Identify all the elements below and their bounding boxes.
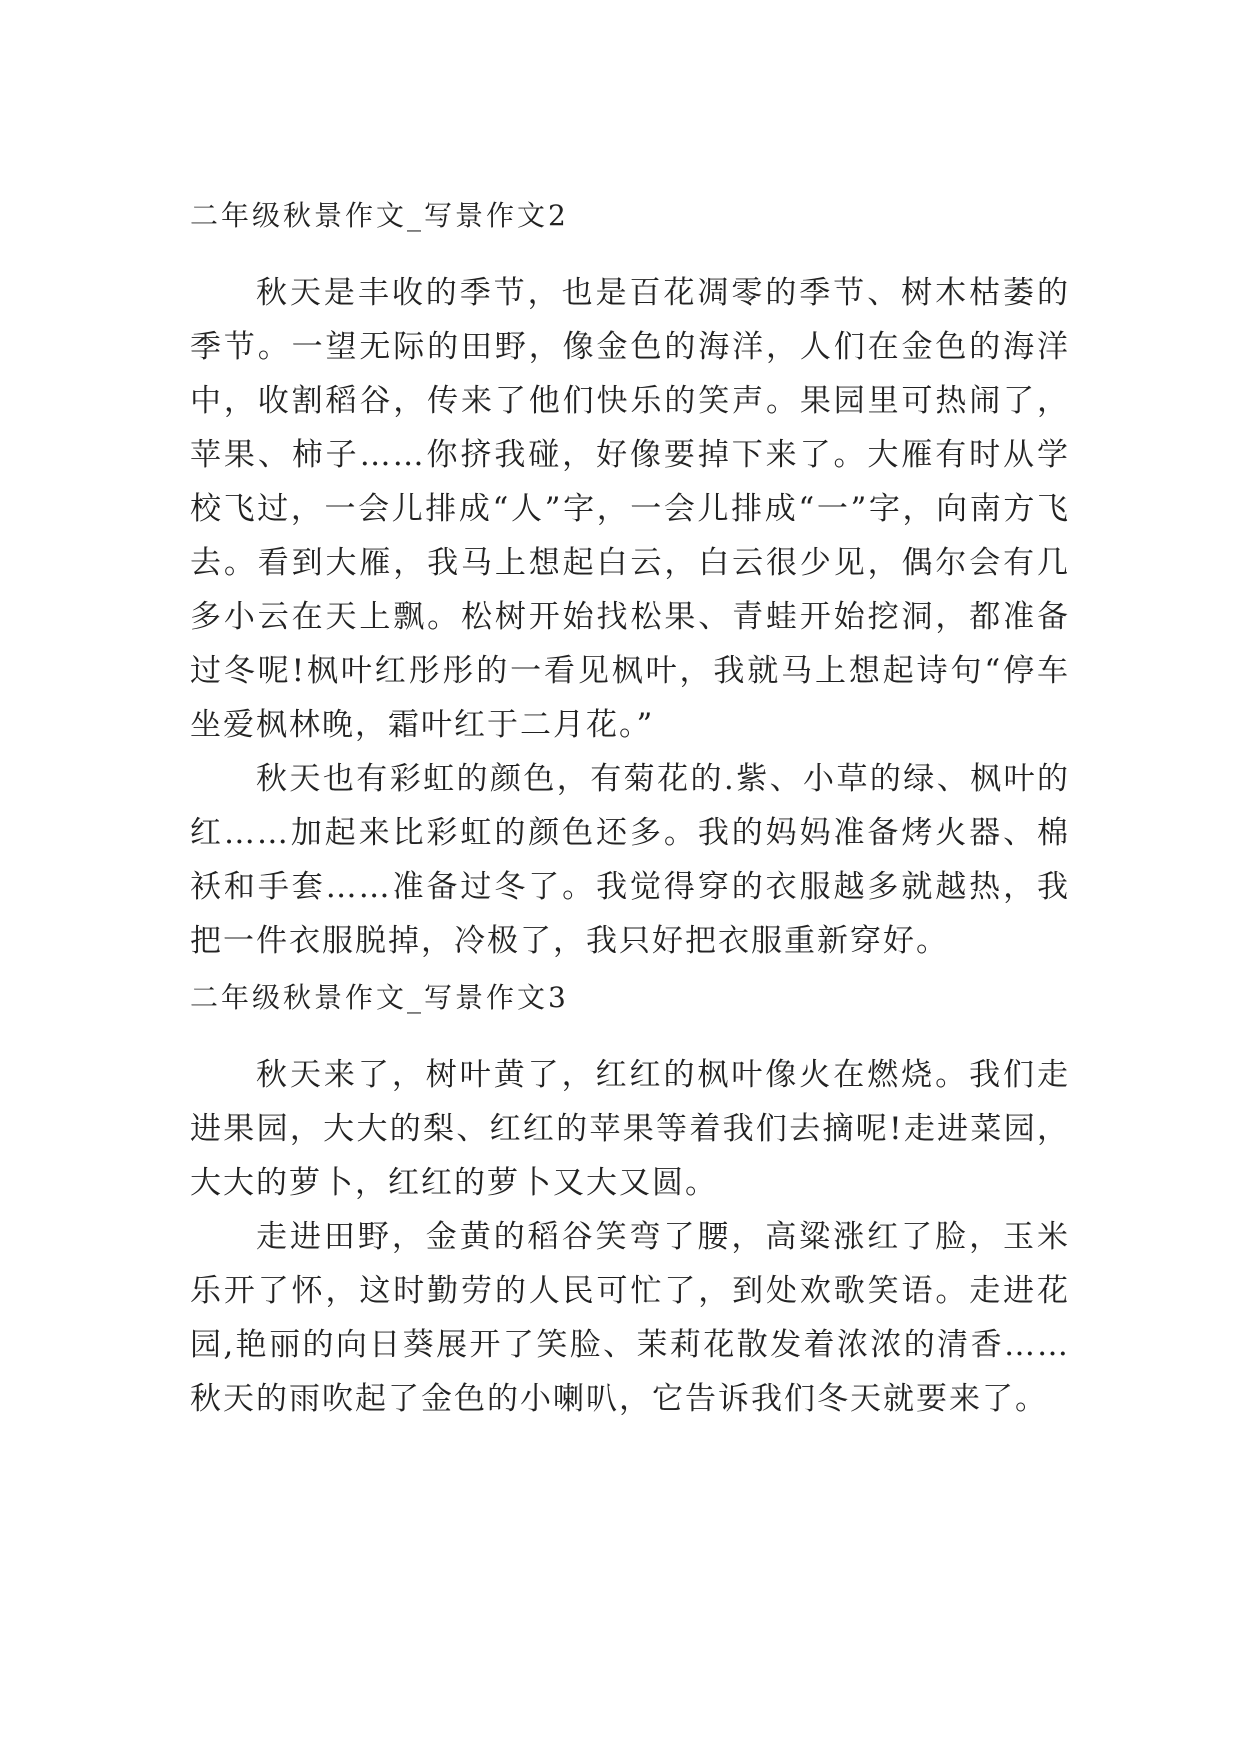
essay-paragraph: 秋天也有彩虹的颜色，有菊花的.紫、小草的绿、枫叶的红……加起来比彩虹的颜色还多。我的妈妈准备烤火器、棉袄和手套……准备过冬了。我觉得穿的衣服越多就越热，我把一件衣服脱掉，冷极了，我只好把衣服重新穿好。 [190, 761, 1070, 959]
essay-title: 二年级秋景作文_写景作文3 [190, 981, 569, 1014]
essay-paragraph: 走进田野，金黄的稻谷笑弯了腰，高粱涨红了脸，玉米乐开了怀，这时勤劳的人民可忙了，到处欢歌笑语。走进花园,艳丽的向日葵展开了笑脸、茉莉花散发着浓浓的清香……秋天的雨吹起了金色的小喇叭，它告诉我们冬天就要来了。 [190, 1219, 1070, 1417]
essay-section-2 [190, 196, 1070, 968]
essay-paragraph: 秋天来了，树叶黄了，红红的枫叶像火在燃烧。我们走进果园，大大的梨、红红的苹果等着我们去摘呢!走进菜园，大大的萝卜，红红的萝卜又大又圆。 [190, 1057, 1070, 1201]
essay-title: 二年级秋景作文_写景作文2 [190, 199, 569, 232]
essay-paragraph: 秋天是丰收的季节，也是百花凋零的季节、树木枯萎的季节。一望无际的田野，像金色的海洋，人们在金色的海洋中，收割稻谷，传来了他们快乐的笑声。果园里可热闹了，苹果、柿子……你挤我碰，好像要掉下来了。大雁有时从学校飞过，一会儿排成“人”字，一会儿排成“一”字，向南方飞去。看到大雁，我马上想起白云，白云很少见，偶尔会有几多小云在天上飘。松树开始找松果、青蛙开始挖洞，都准备过冬呢!枫叶红彤彤的一看见枫叶，我就马上想起诗句“停车坐爱枫林晚，霜叶红于二月花。” [190, 275, 1070, 743]
essay-section-3 [190, 978, 1070, 1426]
